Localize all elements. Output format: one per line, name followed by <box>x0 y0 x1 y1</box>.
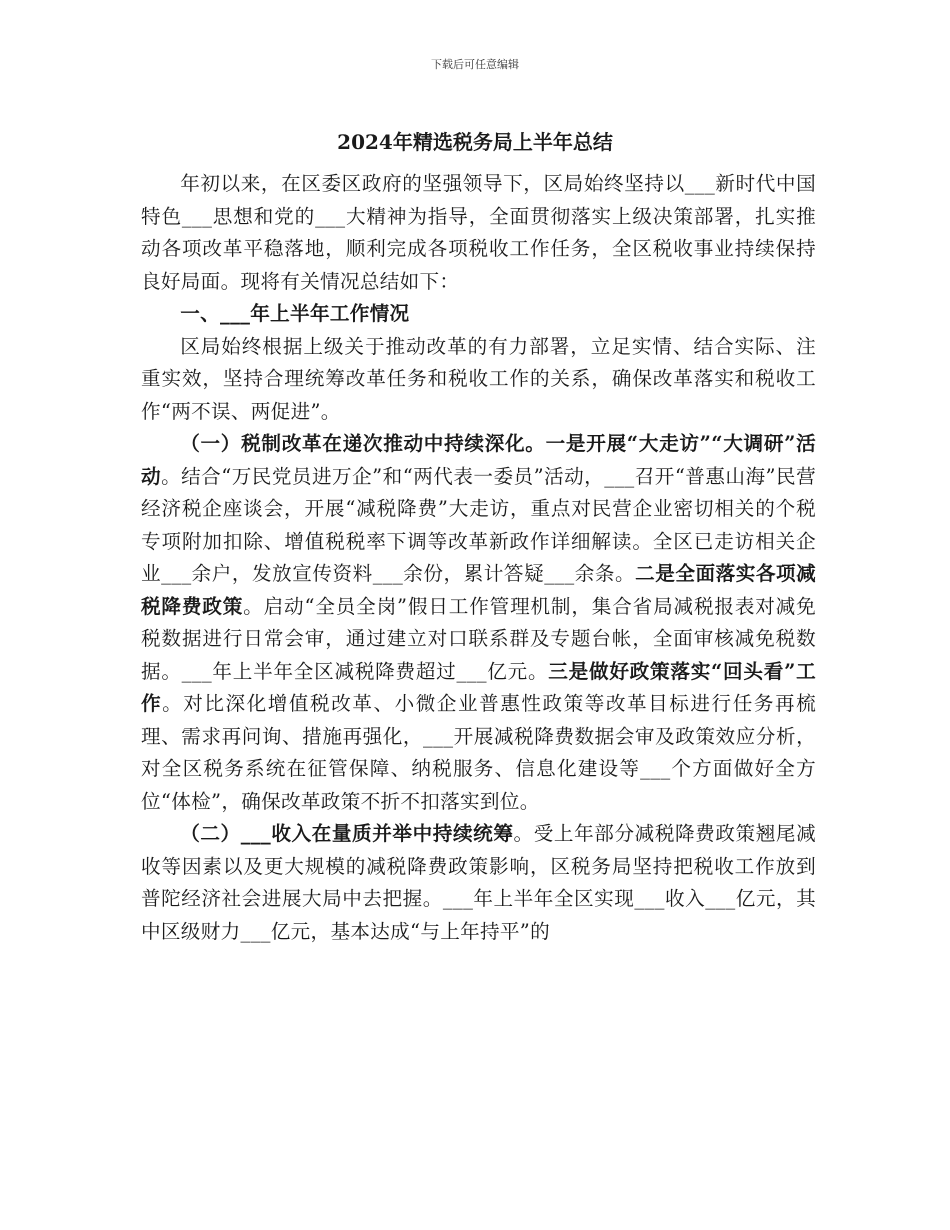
subsection-1-text-3: 。对比深化增值税改革、小微企业普惠性政策等改革目标进行任务再梳理、需求再问询、措施再强化，___开展减税降费数据会审及政策效应分析，对全区税务系统在征管保障、纳税服务、信息化建设等___个方面做好全方位“体检”，确保改革政策不折不扣落实到位。 <box>141 692 816 813</box>
document-title: 2024年精选税务局上半年总结 <box>337 130 613 154</box>
subsection-1-point-3: 三是做好政策落实“回头看”工作 <box>141 659 816 715</box>
subsection-1-text-2: 。启动“全员全岗”假日工作管理机制，集合省局减税报表对减免税数据进行日常会审，通过建立对口联系群及专题台帐，全面审核减免税数据。___年上半年全区减税降费超过___亿元。 <box>141 594 817 683</box>
intro-paragraph: 年初以来，在区委区政府的坚强领导下，区局始终坚持以___新时代中国特色___思想和党的___大精神为指导，全面贯彻落实上级决策部署，扎实推动各项改革平稳落地，顺利完成各项税收工作任务，全区税收事业持续保持良好局面。现将有关情况总结如下： <box>141 172 816 293</box>
subsection-2-paragraph <box>141 818 816 948</box>
subsection-1-point-2: 二是全面落实各项减税降费政策 <box>141 562 816 618</box>
subsection-1-text-1: 。结合“万民党员进万企”和“两代表一委员”活动，___召开“普惠山海”民营经济税企座谈会，开展“减税降费”大走访，重点对民营企业密切相关的个税专项附加扣除、增值税税率下调等改革新政作详细解读。全区已走访相关企业___余户，发放宣传资料___余份，累计答疑___余条。 <box>141 464 816 585</box>
section-intro-paragraph: 区局始终根据上级关于推动改革的有力部署，立足实情、结合实际、注重实效，坚持合理统筹改革任务和税收工作的关系，确保改革落实和税收工作“两不误、两促进”。 <box>141 334 816 423</box>
subsection-2-heading: （二）___收入在量质并举中持续统筹 <box>180 822 514 845</box>
subsection-1-paragraph <box>141 428 816 818</box>
section-heading: 一、___年上半年工作情况 <box>180 302 410 325</box>
header-note: 下载后可任意编辑 <box>431 58 519 71</box>
document-body <box>141 168 816 948</box>
subsection-2-text: 。受上年部分减税降费政策翘尾减收等因素以及更大规模的减税降费政策影响，区税务局坚持把税收工作放到普陀经济社会进展大局中去把握。___年上半年全区实现___收入___亿元，其中区级财力___亿元，基本达成“与上年持平”的 <box>141 822 816 943</box>
subsection-1-heading: （一）税制改革在递次推动中持续深化。一是开展“大走访”“大调研”活动 <box>141 432 816 488</box>
